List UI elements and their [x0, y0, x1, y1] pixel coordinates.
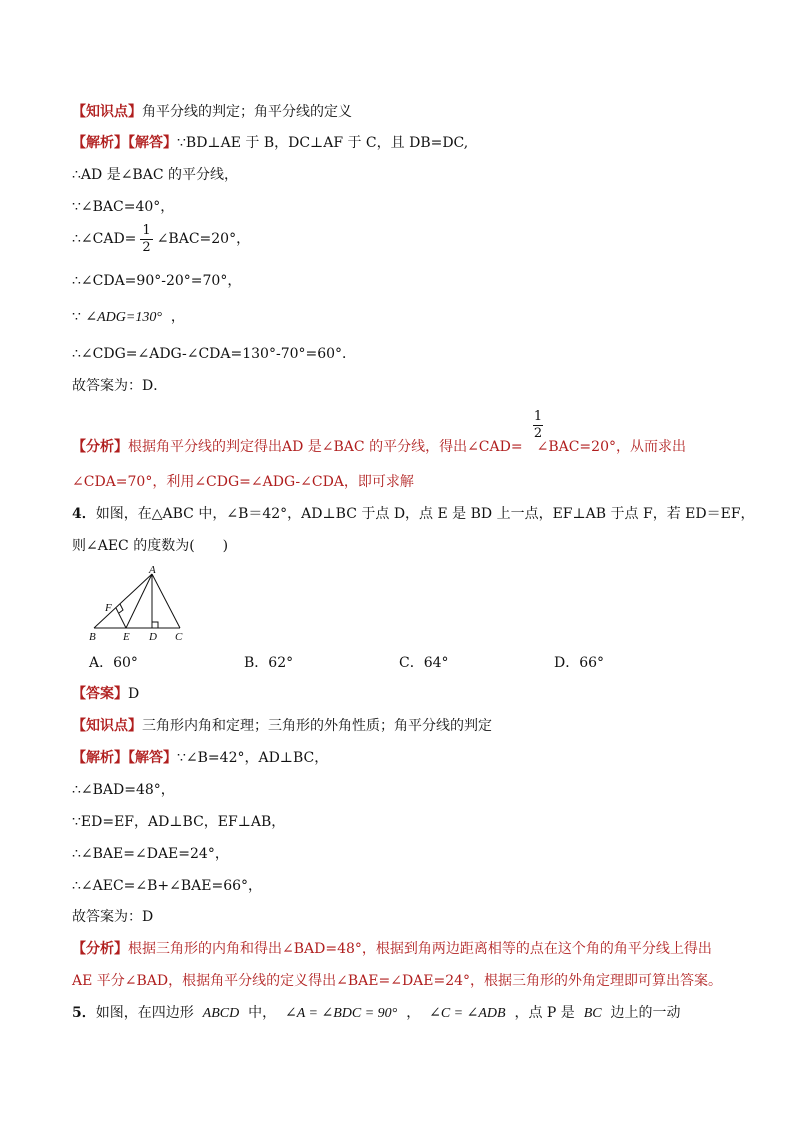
solution-line: ∵ED=EF，AD⊥BC，EF⊥AB，: [72, 814, 286, 830]
fenxi-line-2: AE 平分∠BAD，根据角平分线的定义得出∠BAE=∠DAE=24°，根据三角形的外角定理即可算出答案。: [72, 973, 723, 989]
triangle-figure: [86, 564, 196, 644]
option-b[interactable]: B．62°: [244, 655, 294, 671]
answer-value: D: [128, 686, 140, 702]
question-number: 4．: [72, 506, 96, 522]
segment-ab: [94, 574, 152, 628]
math-angle-equation: ∠A = ∠BDC = 90°: [285, 1006, 398, 1021]
answer-tag: 【答案】: [72, 686, 128, 702]
label-f: F: [105, 602, 112, 614]
fenxi-fraction-numerator: 1: [533, 409, 543, 424]
fenxi-text-a: 根据角平分线的判定得出AD 是∠BAC 的平分线，得出∠CAD=: [128, 439, 523, 455]
right-angle-d: [152, 622, 158, 628]
fraction-prefix: ∴∠CAD=: [72, 231, 137, 247]
knowledge-tag: 【知识点】: [72, 104, 142, 120]
solution-line: ∴AD 是∠BAC 的平分线，: [72, 167, 238, 183]
solution-line: ∵∠BAC=40°，: [72, 199, 175, 215]
analysis-line: [72, 133, 468, 153]
fenxi-fraction-denominator: 2: [533, 426, 543, 441]
angle-adg-math: ∠ADG=130°: [85, 310, 162, 325]
label-c: C: [175, 631, 183, 643]
fenxi-line-1: [72, 939, 712, 959]
knowledge-text: 角平分线的判定；角平分线的定义: [142, 104, 352, 120]
analysis-tag: 【解析】【解答】: [72, 135, 177, 151]
stem-text-2: 中，: [248, 1005, 277, 1021]
label-d: D: [149, 631, 157, 643]
answer-options: [0, 653, 794, 673]
solution-line: ∴∠CDA=90°-20°=70°，: [72, 273, 242, 289]
math-abcd: ABCD: [202, 1006, 240, 1021]
knowledge-tag: 【知识点】: [72, 718, 142, 734]
knowledge-line: [72, 716, 492, 736]
stem-text-1: 如图，在四边形: [95, 1005, 194, 1021]
right-angle-f: [119, 604, 123, 613]
fraction-suffix: ∠BAC=20°，: [156, 231, 251, 247]
because-symbol: ∵: [72, 309, 81, 325]
analysis-text: ∵BD⊥AE 于 B，DC⊥AF 于 C，且 DB=DC,: [177, 135, 469, 151]
fraction-denominator: 2: [142, 239, 151, 255]
fenxi-line-1: [72, 437, 686, 457]
segment-ac: [152, 574, 180, 628]
label-b: B: [89, 631, 96, 643]
question-5-stem: [72, 1003, 681, 1024]
solution-line: ∴∠CDG=∠ADG-∠CDA=130°-70°=60°．: [72, 346, 357, 362]
solution-line: ∴∠BAE=∠DAE=24°，: [72, 846, 229, 862]
answer-line: [72, 684, 139, 704]
fraction-half: [140, 224, 152, 255]
math-angle-c: ∠C = ∠ADB: [429, 1006, 506, 1021]
stem-text-3: ，: [406, 1005, 421, 1021]
fenxi-line-2: ∠CDA=70°，利用∠CDG=∠ADG-∠CDA，即可求解: [72, 474, 414, 490]
question-stem: 如图，在△ABC 中，∠B＝42°，AD⊥BC 于点 D，点 E 是 BD 上一点，EF⊥AB 于点 F，若 ED＝EF，: [95, 506, 755, 522]
stem-text-4: ，点 P 是: [514, 1005, 575, 1021]
fraction-numerator: 1: [142, 222, 151, 238]
fenxi-tag: 【分析】: [72, 941, 128, 957]
question-number: 5．: [72, 1005, 96, 1021]
fenxi-text: 根据三角形的内角和得出∠BAD=48°，根据到角两边距离相等的点在这个角的角平分线上得出: [128, 941, 712, 957]
stem-text-5: 边上的一动: [610, 1005, 681, 1021]
knowledge-line: [72, 102, 352, 122]
answer-line: 故答案为：D．: [72, 378, 168, 394]
option-c[interactable]: C．64°: [399, 655, 449, 671]
solution-line-fraction: [72, 222, 250, 256]
label-e: E: [123, 631, 130, 643]
fenxi-text-b: ∠BAC=20°，从而求出: [536, 439, 686, 455]
solution-line: ∴∠BAD=48°，: [72, 782, 175, 798]
fenxi-tag: 【分析】: [72, 439, 128, 455]
analysis-tag: 【解析】【解答】: [72, 750, 177, 766]
answer-line: 故答案为：D: [72, 909, 154, 925]
label-a: A: [149, 564, 156, 576]
analysis-line: [72, 748, 328, 768]
option-a[interactable]: A．60°: [89, 655, 138, 671]
knowledge-text: 三角形内角和定理；三角形的外角性质；角平分线的判定: [142, 718, 492, 734]
question-4-stem-1: [72, 504, 755, 524]
comma: ，: [170, 309, 185, 325]
option-d[interactable]: D．66°: [554, 655, 605, 671]
solution-line-math: [72, 307, 185, 328]
segment-ae: [126, 574, 152, 628]
question-4-stem-2: 则∠AEC 的度数为( ): [72, 538, 229, 554]
math-bc: BC: [583, 1006, 602, 1021]
analysis-text: ∵∠B=42°，AD⊥BC，: [177, 750, 329, 766]
solution-line: ∴∠AEC=∠B+∠BAE=66°，: [72, 878, 263, 894]
